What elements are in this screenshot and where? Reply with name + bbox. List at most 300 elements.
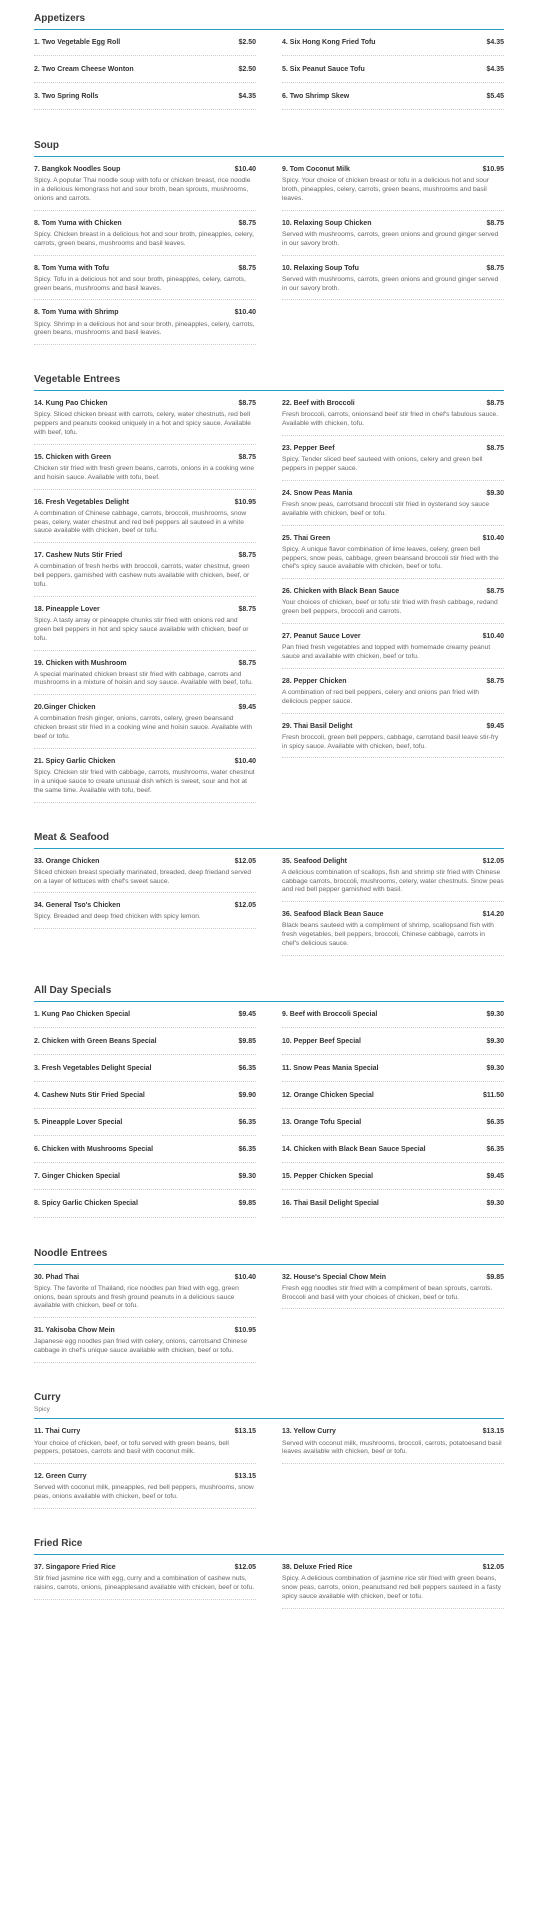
menu-columns <box>34 38 504 119</box>
menu-item[interactable] <box>282 264 504 301</box>
menu-item-header <box>34 605 256 617</box>
menu-column-right <box>282 1563 504 1617</box>
menu-item-header <box>282 632 504 644</box>
menu-item[interactable] <box>34 1172 256 1190</box>
menu-column-right <box>282 399 504 810</box>
menu-item-header <box>282 910 504 922</box>
menu-item-price: $9.30 <box>486 1200 504 1208</box>
menu-item[interactable] <box>34 1472 256 1509</box>
menu-item-name: 14. Kung Pao Chicken <box>34 400 108 408</box>
menu-item-description: Served with coconut milk, pineapples, red bell peppers, mushrooms, snow peas, onions available with chicken, beef or tofu. <box>34 1484 256 1509</box>
menu-item-price: $13.15 <box>234 1428 256 1436</box>
menu-item-name: 9. Tom Coconut Milk <box>282 166 350 174</box>
menu-column-left <box>34 857 256 964</box>
menu-item[interactable] <box>34 1091 256 1109</box>
menu-item-header <box>34 92 256 110</box>
menu-item-description: Spicy. Breaded and deep fried chicken with spicy lemon. <box>34 913 256 929</box>
menu-item-price: $8.75 <box>486 445 504 453</box>
section-all-day-specials <box>34 984 504 1227</box>
menu-item-price: $8.75 <box>486 588 504 596</box>
menu-item-price: $8.75 <box>238 659 256 667</box>
menu-item-name: 1. Two Vegetable Egg Roll <box>34 39 121 46</box>
menu-item-name: 8. Tom Yuma with Tofu <box>34 264 110 272</box>
menu-item[interactable] <box>34 551 256 597</box>
menu-item-description: Spicy. Sliced chicken breast with carrots, celery, water chestnuts, red bell peppers and peanuts cooked uniquely in a hot and spicy sauce. Available with beef, tofu. <box>34 411 256 445</box>
menu-item-price: $6.35 <box>238 1146 256 1154</box>
menu-item-price: $9.45 <box>238 1010 256 1018</box>
menu-item-price: $8.75 <box>486 400 504 408</box>
menu-item-name: 12. Green Curry <box>34 1473 87 1481</box>
section-curry <box>34 1391 504 1517</box>
menu-item-header <box>282 1172 504 1190</box>
menu-item-description: Spicy. Tofu in a delicious hot and sour broth, pineapples, celery, carrots, green beans, mushrooms and basil leaves. <box>34 276 256 301</box>
menu-item-header <box>34 901 256 913</box>
menu-columns <box>34 857 504 964</box>
menu-item[interactable] <box>34 901 256 929</box>
menu-item-name: 11. Thai Curry <box>34 1428 81 1436</box>
menu-item-name: 17. Cashew Nuts Stir Fried <box>34 552 123 560</box>
menu-item-description: Spicy. Chicken stir fried with cabbage, carrots, mushrooms, water chestnut in a unique sauce to create unusual dish which is sweet, sour and hot at the same time. Available with tofu, beef. <box>34 769 256 803</box>
section-subtitle: Spicy <box>34 1405 50 1413</box>
menu-item-price: $9.30 <box>486 1010 504 1018</box>
menu-item[interactable] <box>34 219 256 256</box>
menu-item[interactable] <box>282 632 504 669</box>
menu-item[interactable] <box>282 1145 504 1163</box>
menu-item[interactable] <box>34 1010 256 1028</box>
menu-item-price: $12.05 <box>482 1563 504 1571</box>
menu-item-price: $9.85 <box>238 1037 256 1045</box>
menu-column-left <box>34 1010 256 1227</box>
menu-item-price: $9.30 <box>486 1037 504 1045</box>
menu-column-right <box>282 857 504 964</box>
menu-columns <box>34 399 504 810</box>
menu-item[interactable] <box>34 703 256 749</box>
section-title: Appetizers <box>34 13 86 24</box>
menu-item-header <box>282 399 504 411</box>
menu-item-name: 21. Spicy Garlic Chicken <box>34 757 116 765</box>
menu-item-header <box>34 551 256 563</box>
menu-column-right <box>282 1427 504 1517</box>
menu-item-name: 10. Pepper Beef Special <box>282 1037 361 1045</box>
menu-item-name: 6. Two Shrimp Skew <box>282 93 350 101</box>
menu-item-name: 5. Six Peanut Sauce Tofu <box>282 66 365 74</box>
menu-item-name: 6. Chicken with Mushrooms Special <box>34 1146 154 1154</box>
menu-item-price: $10.95 <box>482 166 504 174</box>
menu-item[interactable] <box>34 857 256 894</box>
menu-item-header <box>34 1273 256 1285</box>
menu-item-name: 30. Phad Thai <box>34 1273 80 1281</box>
menu-item-price: $4.35 <box>238 93 256 101</box>
menu-item-description: Spicy. A tasty array or pineapple chunks stir fried with onions red and green bell peppers in hot and spicy sauce available with chicken, beef or tofu. <box>34 617 256 651</box>
section-vegetable-entrees <box>34 373 504 810</box>
menu-column-left <box>34 1427 256 1517</box>
menu-item-header <box>282 677 504 689</box>
menu-item-name: 9. Beef with Broccoli Special <box>282 1010 378 1018</box>
menu-item-header <box>282 1037 504 1055</box>
menu-item-header <box>34 399 256 411</box>
menu-item-header <box>34 1427 256 1439</box>
menu-item-name: 7. Ginger Chicken Special <box>34 1173 120 1181</box>
menu-item-description: Spicy. Chicken breast in a delicious hot and sour broth, pineapples, celery, carrots, green beans, mushrooms and basil leaves. <box>34 231 256 256</box>
menu-item[interactable] <box>282 489 504 526</box>
menu-item-price: $10.95 <box>234 498 256 506</box>
menu-item-price: $9.45 <box>486 1173 504 1181</box>
menu-item[interactable] <box>282 1427 504 1464</box>
menu-item[interactable] <box>34 1064 256 1082</box>
menu-item-name: 11. Snow Peas Mania Special <box>282 1065 379 1072</box>
menu-item[interactable] <box>282 1064 504 1082</box>
menu-item[interactable] <box>282 1118 504 1136</box>
menu-item-header <box>282 1427 504 1439</box>
menu-item-description: Your choices of chicken, beef or tofu stir fried with fresh cabbage, redand green bell peppers, broccoli and carrots. <box>282 599 504 624</box>
menu-item-name: 8. Tom Yuma with Shrimp <box>34 309 119 317</box>
menu-columns <box>34 1010 504 1227</box>
menu-item[interactable] <box>282 587 504 624</box>
menu-item-name: 4. Six Hong Kong Fried Tofu <box>282 39 376 46</box>
menu-item-header <box>282 1091 504 1109</box>
menu-item-name: 36. Seafood Black Bean Sauce <box>282 911 384 919</box>
menu-item-header <box>34 1064 256 1082</box>
menu-item[interactable] <box>282 534 504 580</box>
menu-item-price: $10.40 <box>234 166 256 174</box>
menu-item[interactable] <box>282 677 504 714</box>
menu-item-price: $13.15 <box>482 1428 504 1436</box>
menu-item[interactable] <box>34 308 256 345</box>
menu-item-name: 26. Chicken with Black Bean Sauce <box>282 588 400 596</box>
section-title: Curry <box>34 1391 61 1403</box>
menu-item-header <box>34 1326 256 1338</box>
menu-item-header <box>34 1037 256 1055</box>
menu-column-left <box>34 399 256 810</box>
menu-item-description: Fresh egg noodles stir fried with a compliment of bean sprouts, carrots. Broccoli and basil with your choices of chicken, beef or tofu. <box>282 1285 504 1310</box>
section-title: All Day Specials <box>34 984 112 996</box>
menu-item[interactable] <box>34 399 256 445</box>
menu-item-header <box>282 219 504 231</box>
menu-item-name: 3. Two Spring Rolls <box>34 93 99 101</box>
menu-item-price: $6.35 <box>486 1119 504 1127</box>
menu-item-price: $8.75 <box>238 219 256 227</box>
menu-columns <box>34 1563 504 1617</box>
menu-item-price: $4.35 <box>486 39 504 46</box>
menu-item-description: Spicy. The favorite of Thailand, rice noodles pan fried with egg, green onions, bean sprouts and fresh ground peanuts in a delicious sauce available with chicken, beef or tofu. <box>34 1285 256 1319</box>
menu-item-header <box>282 1064 504 1082</box>
menu-item[interactable] <box>282 38 504 56</box>
menu-item-price: $6.35 <box>238 1119 256 1127</box>
section-title: Soup <box>34 140 59 152</box>
section-title: Vegetable Entrees <box>34 374 121 386</box>
menu-item-price: $9.45 <box>238 704 256 712</box>
menu-item-header <box>34 38 256 56</box>
menu-item-description: Served with mushrooms, carrots, green onions and ground ginger served in our savory broth. <box>282 231 504 256</box>
section-divider <box>34 390 504 391</box>
menu-item-header <box>34 1472 256 1484</box>
menu-item-description: A combination of Chinese cabbage, carrots, broccoli, mushrooms, snow peas, celery, water chestnut and red bell peppers all sauteed in a white sauce available with chicken, beef or tofu. <box>34 510 256 544</box>
menu-item-price: $9.30 <box>238 1173 256 1181</box>
menu-item[interactable] <box>34 498 256 544</box>
menu-item-name: 23. Pepper Beef <box>282 445 335 453</box>
section-divider <box>34 848 504 849</box>
menu-item-price: $8.75 <box>486 677 504 685</box>
section-divider <box>34 29 504 30</box>
menu-item-name: 18. Pineapple Lover <box>34 605 100 613</box>
menu-item-price: $4.35 <box>486 66 504 74</box>
menu-item-description: Your choice of chicken, beef, or tofu served with green beans, bell peppers, potatoes, carrots and basil with coconut milk. <box>34 1440 256 1465</box>
menu-item-price: $8.75 <box>486 264 504 272</box>
menu-item[interactable] <box>34 1273 256 1319</box>
menu-item-description: Fresh snow peas, carrotsand broccoli stir fried in oysterand soy sauce available with chicken, beef or tofu. <box>282 501 504 526</box>
menu-item[interactable] <box>34 1199 256 1217</box>
menu-item-price: $10.95 <box>234 1327 256 1335</box>
menu-item-header <box>34 308 256 320</box>
menu-item[interactable] <box>282 65 504 83</box>
menu-item-description: A combination fresh ginger, onions, carrots, celery, green beansand chicken breast stir fried in a cooking wine and hoisin sauce. Available with beef or tofu. <box>34 715 256 749</box>
menu-item[interactable] <box>282 1199 504 1217</box>
menu-item-description: A delicious combination of scallops, fish and shrimp stir fried with Chinese cabbage carrots, broccoli, mushrooms, celery, water chestnuts. Snow peas and red bell pepper garnished with basil. <box>282 869 504 903</box>
menu-item-name: 2. Two Cream Cheese Wonton <box>34 66 134 74</box>
menu-item[interactable] <box>282 857 504 903</box>
menu-item-price: $9.45 <box>486 722 504 730</box>
menu-item-price: $2.50 <box>238 39 256 46</box>
menu-item-header <box>34 1145 256 1163</box>
menu-item-description: Spicy. Shrimp in a delicious hot and sour broth, pineapples, celery, carrots, green beans, mushrooms and basil leaves. <box>34 321 256 346</box>
menu-item-name: 32. House's Special Chow Mein <box>282 1273 386 1281</box>
menu-item[interactable] <box>282 444 504 481</box>
menu-item-description: Sliced chicken breast specially marinated, breaded, deep friedand served on a layer of lettuces with chef's sweet sauce. <box>34 869 256 894</box>
menu-item-price: $9.90 <box>238 1092 256 1100</box>
menu-item-description: A special marinated chicken breast stir fried with cabbage, carrots and mushrooms in a mixture of hoisin and soy sauce. Available with beef, tofu. <box>34 671 256 696</box>
menu-item[interactable] <box>34 1037 256 1055</box>
menu-column-left <box>34 1273 256 1371</box>
menu-item-header <box>34 659 256 671</box>
menu-item-name: 27. Peanut Sauce Lover <box>282 633 361 640</box>
section-divider <box>34 1554 504 1555</box>
menu-item-description: Spicy. Your choice of chicken breast or tofu in a delicious hot and sour broth, pineapples, celery, carrots, green beans, mushrooms and basil leaves. <box>282 177 504 211</box>
menu-item-header <box>34 1563 256 1575</box>
menu-item-header <box>34 1091 256 1109</box>
menu-item[interactable] <box>282 1010 504 1028</box>
menu-item[interactable] <box>282 1037 504 1055</box>
menu-item-description: Served with mushrooms, carrots, green onions and ground ginger served in our savory broth. <box>282 276 504 301</box>
menu-item-name: 28. Pepper Chicken <box>282 677 347 685</box>
menu-item-name: 19. Chicken with Mushroom <box>34 659 127 667</box>
menu-item[interactable] <box>34 65 256 83</box>
menu-item-description: Chicken stir fried with fresh green beans, carrots, onions in a cooking wine and hoisin sauce. Available with tofu, beef. <box>34 465 256 490</box>
menu-item-name: 22. Beef with Broccoli <box>282 400 355 408</box>
menu-item-header <box>34 1118 256 1136</box>
menu-item-header <box>34 498 256 510</box>
menu-item[interactable] <box>34 1145 256 1163</box>
menu-item[interactable] <box>34 1118 256 1136</box>
menu-item-price: $14.20 <box>482 911 504 919</box>
menu-item-name: 1. Kung Pao Chicken Special <box>34 1010 131 1018</box>
menu-column-right <box>282 1273 504 1371</box>
menu-item-price: $10.40 <box>234 309 256 317</box>
menu-column-left <box>34 165 256 353</box>
section-fried-rice <box>34 1537 504 1617</box>
menu-item-header <box>282 1273 504 1285</box>
menu-item-name: 16. Fresh Vegetables Delight <box>34 498 129 506</box>
menu-item[interactable] <box>34 453 256 490</box>
menu-item-price: $8.75 <box>238 453 256 461</box>
menu-item-header <box>34 219 256 231</box>
section-divider <box>34 1264 504 1265</box>
section-title: Fried Rice <box>34 1537 83 1549</box>
menu-item-name: 38. Deluxe Fried Rice <box>282 1563 353 1571</box>
menu-item-header <box>282 722 504 734</box>
menu-column-right <box>282 165 504 353</box>
menu-item-name: 8. Spicy Garlic Chicken Special <box>34 1200 138 1208</box>
menu-item[interactable] <box>34 605 256 651</box>
menu-item-header <box>34 165 256 177</box>
menu-item-price: $8.75 <box>238 400 256 408</box>
menu-item-description: Spicy. A delicious combination of jasmine rice stir fried with green beans, snow peas, carrots, onion, peanutsand red bell peppers sauteed in a fasty spicy sauce available with chicken, beef or tofu. <box>282 1575 504 1609</box>
menu-item-header <box>282 857 504 869</box>
menu-item[interactable] <box>282 219 504 256</box>
menu-item-name: 37. Singapore Fried Rice <box>34 1563 116 1571</box>
menu-item-description: Spicy. Tender sliced beef sauteed with onions, celery and green bell peppers in pepper sauce. <box>282 456 504 481</box>
menu-columns <box>34 165 504 353</box>
menu-item-header <box>34 1199 256 1217</box>
menu-item-header <box>34 264 256 276</box>
menu-item-name: 16. Thai Basil Delight Special <box>282 1200 379 1208</box>
menu-item-header <box>282 489 504 501</box>
menu-item-price: $10.40 <box>234 1273 256 1281</box>
menu-item-name: 20.Ginger Chicken <box>34 704 96 712</box>
menu-item-description: A combination of fresh herbs with broccoli, carrots, water chestnut, green bell peppers, garnished with cashew nuts available with chicken, beef, or tofu. <box>34 563 256 597</box>
menu-item-name: 4. Cashew Nuts Stir Fried Special <box>34 1092 145 1100</box>
menu-item-price: $10.40 <box>482 633 504 640</box>
menu-item-price: $9.85 <box>486 1273 504 1281</box>
menu-item-header <box>34 453 256 465</box>
menu-item-name: 14. Chicken with Black Bean Sauce Special <box>282 1146 426 1154</box>
menu-item-name: 3. Fresh Vegetables Delight Special <box>34 1065 152 1072</box>
menu-item[interactable] <box>282 399 504 436</box>
menu-item-price: $6.35 <box>486 1146 504 1154</box>
menu-columns <box>34 1273 504 1371</box>
menu-item[interactable] <box>282 1273 504 1310</box>
menu-item-header <box>34 1010 256 1028</box>
menu-item[interactable] <box>282 165 504 211</box>
menu-item-header <box>34 757 256 769</box>
menu-item-description: Spicy. A popular Thai noodle soup with tofu or chicken breast, rice noodle in a delicious lemongrass hot and sour broth, bean sprouts, mushrooms, onions and carrots. <box>34 177 256 211</box>
menu-item[interactable] <box>34 92 256 110</box>
menu-item[interactable] <box>282 92 504 110</box>
menu-item[interactable] <box>34 1427 256 1464</box>
menu-item-header <box>282 264 504 276</box>
menu-item-name: 10. Relaxing Soup Tofu <box>282 264 359 272</box>
menu-item-header <box>282 92 504 110</box>
section-meat-seafood <box>34 831 504 964</box>
menu-item-price: $12.05 <box>234 857 256 865</box>
menu-item-description: Fresh broccoli, carrots, onionsand beef stir fried in chef's fabulous sauce. Available with chicken, tofu. <box>282 411 504 436</box>
menu-item-price: $9.30 <box>486 489 504 497</box>
menu-item-description: Spicy. A unique flavor combination of lime leaves, celery, green bell peppers, snow peas, cabbage, green beansand broccoli stir fried with the chef's spicy sauce available with chicken, beef or tofu. <box>282 546 504 580</box>
menu-item-name: 5. Pineapple Lover Special <box>34 1119 123 1127</box>
menu-item-price: $5.45 <box>486 93 504 101</box>
menu-item-price: $8.75 <box>486 219 504 227</box>
menu-item[interactable] <box>34 757 256 803</box>
menu-columns <box>34 1427 504 1517</box>
menu-item-name: 8. Tom Yuma with Chicken <box>34 219 122 227</box>
menu-item[interactable] <box>34 165 256 211</box>
menu-item-price: $8.75 <box>238 552 256 560</box>
menu-item-header <box>34 703 256 715</box>
menu-item-header <box>282 38 504 56</box>
menu-item-price: $10.40 <box>482 534 504 542</box>
menu-item-name: 24. Snow Peas Mania <box>282 489 353 497</box>
menu-item[interactable] <box>34 1326 256 1363</box>
menu-item-header <box>34 857 256 869</box>
menu-item[interactable] <box>34 38 256 56</box>
menu-item[interactable] <box>34 1563 256 1600</box>
menu-item-name: 34. General Tso's Chicken <box>34 902 121 910</box>
section-appetizers <box>34 12 504 119</box>
menu-item-header <box>282 1199 504 1217</box>
menu-item-description: Stir fried jasmine rice with egg, curry and a combination of cashew nuts, raisins, carrots, onions, pineapplesand available with chicken, beef or tofu. <box>34 1575 256 1600</box>
menu-item-name: 35. Seafood Delight <box>282 857 347 865</box>
section-title: Meat & Seafood <box>34 831 110 843</box>
menu-item-name: 7. Bangkok Noodles Soup <box>34 166 121 174</box>
menu-item-header <box>282 165 504 177</box>
menu-item-name: 29. Thai Basil Delight <box>282 722 353 730</box>
menu-item-price: $9.85 <box>238 1200 256 1208</box>
menu-item-price: $11.50 <box>482 1092 504 1100</box>
menu-item-name: 2. Chicken with Green Beans Special <box>34 1037 157 1045</box>
menu-item[interactable] <box>34 264 256 301</box>
menu-item-description: A combination of red bell peppers, celery and onions pan fried with delicious pepper sauce. <box>282 689 504 714</box>
menu-item[interactable] <box>282 1172 504 1190</box>
section-divider <box>34 156 504 157</box>
menu-item-name: 25. Thai Green <box>282 534 331 542</box>
menu-item-name: 15. Pepper Chicken Special <box>282 1173 374 1181</box>
menu-item-price: $13.15 <box>234 1473 256 1481</box>
menu-item[interactable] <box>282 910 504 956</box>
menu-item-description: Pan fried fresh vegetables and topped with homemade creamy peanut sauce and available with chicken, beef or tofu. <box>282 644 504 669</box>
menu-item-name: 12. Orange Chicken Special <box>282 1092 374 1100</box>
menu-item-price: $2.50 <box>238 66 256 74</box>
menu-item-price: $12.05 <box>482 857 504 865</box>
menu-item-price: $8.75 <box>238 605 256 613</box>
menu-item[interactable] <box>282 722 504 759</box>
menu-item[interactable] <box>282 1563 504 1609</box>
menu-item-description: Served with coconut milk, mushrooms, broccoli, carrots, potatoesand basil leaves available with chicken, beef or tofu. <box>282 1440 504 1465</box>
menu-item-header <box>282 1145 504 1163</box>
menu-item-description: Black beans sauteed with a compliment of shrimp, scallopsand fish with fresh vegetables, bell peppers, broccoli, Chinese cabbage, carrots in chef's delicious sauce. <box>282 922 504 956</box>
menu-item-price: $9.30 <box>486 1065 504 1072</box>
section-divider <box>34 1418 504 1419</box>
menu-item-price: $6.35 <box>238 1065 256 1072</box>
menu-item-name: 13. Yellow Curry <box>282 1428 336 1436</box>
menu-item-header <box>282 1563 504 1575</box>
menu-item-name: 31. Yakisoba Chow Mein <box>34 1327 115 1335</box>
menu-item-name: 15. Chicken with Green <box>34 453 112 461</box>
menu-item-description: Fresh broccoli, green bell peppers, cabbage, carrotand basil leave stir-fry in spicy sauce. Available with chicken, beef, tofu. <box>282 734 504 759</box>
menu-item-name: 33. Orange Chicken <box>34 857 100 865</box>
section-title: Noodle Entrees <box>34 1247 108 1259</box>
menu-item-header <box>282 534 504 546</box>
section-divider <box>34 1001 504 1002</box>
menu-column-right <box>282 38 504 119</box>
menu-item[interactable] <box>34 659 256 696</box>
section-noodle-entrees <box>34 1247 504 1371</box>
menu-column-left <box>34 1563 256 1617</box>
menu-item-header <box>282 444 504 456</box>
menu-item-price: $10.40 <box>234 757 256 765</box>
menu-item-price: $8.75 <box>238 264 256 272</box>
menu-item-name: 10. Relaxing Soup Chicken <box>282 219 372 227</box>
menu-item-header <box>282 1118 504 1136</box>
menu-item[interactable] <box>282 1091 504 1109</box>
